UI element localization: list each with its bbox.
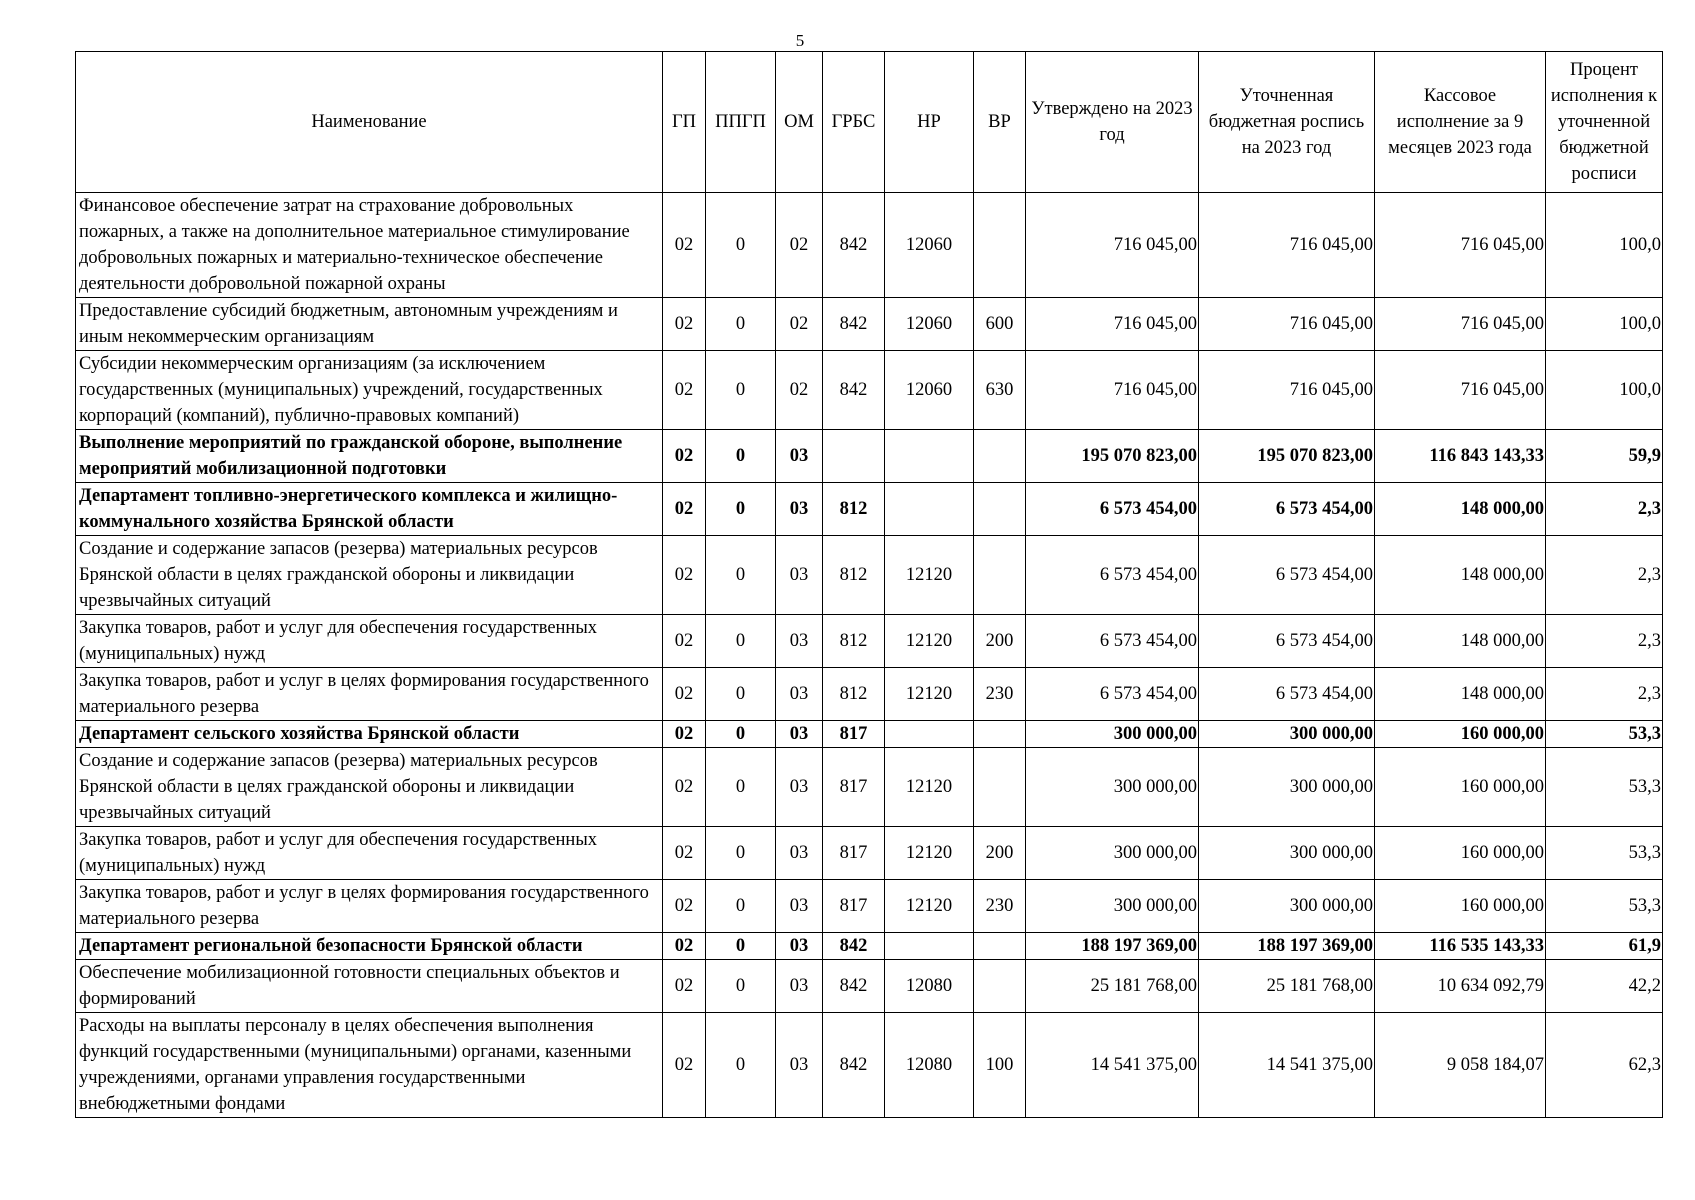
cell-grbs: 842	[823, 351, 885, 430]
table-row	[76, 721, 1663, 748]
cell-name: Выполнение мероприятий по гражданской обороне, выполнение мероприятий мобилизационной подготовки	[76, 430, 663, 483]
cell-cash: 9 058 184,07	[1375, 1013, 1546, 1118]
cell-percent: 100,0	[1546, 351, 1663, 430]
cell-cash: 160 000,00	[1375, 721, 1546, 748]
cell-nr: 12120	[885, 668, 974, 721]
cell-om: 03	[776, 615, 823, 668]
table-row	[76, 933, 1663, 960]
cell-cash: 148 000,00	[1375, 483, 1546, 536]
cell-approved: 6 573 454,00	[1026, 483, 1199, 536]
cell-nr: 12120	[885, 880, 974, 933]
cell-om: 03	[776, 536, 823, 615]
cell-approved: 6 573 454,00	[1026, 615, 1199, 668]
table-header-row	[76, 52, 1663, 193]
cell-vr	[974, 483, 1026, 536]
cell-om: 03	[776, 1013, 823, 1118]
cell-refined: 25 181 768,00	[1199, 960, 1375, 1013]
cell-name: Закупка товаров, работ и услуг для обеспечения государственных (муниципальных) нужд	[76, 615, 663, 668]
cell-refined: 6 573 454,00	[1199, 536, 1375, 615]
cell-percent: 62,3	[1546, 1013, 1663, 1118]
cell-gp: 02	[663, 483, 706, 536]
cell-approved: 188 197 369,00	[1026, 933, 1199, 960]
cell-refined: 716 045,00	[1199, 193, 1375, 298]
cell-gp: 02	[663, 193, 706, 298]
cell-approved: 6 573 454,00	[1026, 668, 1199, 721]
cell-approved: 716 045,00	[1026, 193, 1199, 298]
page-number: 5	[795, 31, 805, 50]
cell-name: Финансовое обеспечение затрат на страхование добровольных пожарных, а также на дополнительное материальное стимулирование добровольных пожарных и материально-техническое обеспечение деятельности добровольной пожарной охраны	[76, 193, 663, 298]
cell-name: Департамент сельского хозяйства Брянской области	[76, 721, 663, 748]
cell-name: Расходы на выплаты персоналу в целях обеспечения выполнения функций государственными (муниципальными) органами, казенными учреждениями, органами управления государственными внебюджетными фондами	[76, 1013, 663, 1118]
cell-vr: 630	[974, 351, 1026, 430]
cell-name: Создание и содержание запасов (резерва) материальных ресурсов Брянской области в целях гражданской обороны и ликвидации чрезвычайных ситуаций	[76, 748, 663, 827]
cell-approved: 14 541 375,00	[1026, 1013, 1199, 1118]
cell-nr	[885, 721, 974, 748]
cell-vr	[974, 193, 1026, 298]
cell-gp: 02	[663, 960, 706, 1013]
header-percent: Процент исполнения к уточненной бюджетной росписи	[1546, 52, 1663, 193]
cell-approved: 6 573 454,00	[1026, 536, 1199, 615]
header-cash: Кассовое исполнение за 9 месяцев 2023 года	[1375, 52, 1546, 193]
cell-refined: 6 573 454,00	[1199, 615, 1375, 668]
table-row	[76, 193, 1663, 298]
cell-om: 03	[776, 880, 823, 933]
cell-grbs: 842	[823, 960, 885, 1013]
budget-table	[75, 51, 1663, 1118]
cell-percent: 100,0	[1546, 193, 1663, 298]
cell-percent: 53,3	[1546, 880, 1663, 933]
cell-gp: 02	[663, 721, 706, 748]
header-name: Наименование	[76, 52, 663, 193]
cell-cash: 10 634 092,79	[1375, 960, 1546, 1013]
table-row	[76, 430, 1663, 483]
cell-cash: 716 045,00	[1375, 351, 1546, 430]
cell-ppgp: 0	[706, 721, 776, 748]
cell-vr	[974, 933, 1026, 960]
cell-approved: 300 000,00	[1026, 880, 1199, 933]
cell-ppgp: 0	[706, 933, 776, 960]
cell-cash: 716 045,00	[1375, 298, 1546, 351]
cell-name: Субсидии некоммерческим организациям (за исключением государственных (муниципальных) учреждений, государственных корпораций (компаний), публично-правовых компаний)	[76, 351, 663, 430]
cell-grbs: 812	[823, 483, 885, 536]
cell-cash: 116 843 143,33	[1375, 430, 1546, 483]
cell-om: 03	[776, 721, 823, 748]
cell-cash: 160 000,00	[1375, 880, 1546, 933]
header-refined: Уточненная бюджетная роспись на 2023 год	[1199, 52, 1375, 193]
cell-percent: 59,9	[1546, 430, 1663, 483]
table-body	[76, 193, 1663, 1118]
cell-nr: 12060	[885, 193, 974, 298]
cell-refined: 6 573 454,00	[1199, 668, 1375, 721]
table-row	[76, 483, 1663, 536]
cell-approved: 195 070 823,00	[1026, 430, 1199, 483]
cell-om: 02	[776, 298, 823, 351]
cell-vr: 230	[974, 880, 1026, 933]
cell-om: 03	[776, 933, 823, 960]
header-ppgp: ППГП	[706, 52, 776, 193]
cell-refined: 195 070 823,00	[1199, 430, 1375, 483]
header-gp: ГП	[663, 52, 706, 193]
cell-cash: 160 000,00	[1375, 748, 1546, 827]
cell-approved: 716 045,00	[1026, 298, 1199, 351]
cell-name: Обеспечение мобилизационной готовности специальных объектов и формирований	[76, 960, 663, 1013]
cell-nr: 12060	[885, 298, 974, 351]
cell-vr	[974, 748, 1026, 827]
table-row	[76, 615, 1663, 668]
cell-ppgp: 0	[706, 193, 776, 298]
cell-percent: 42,2	[1546, 960, 1663, 1013]
cell-name: Создание и содержание запасов (резерва) материальных ресурсов Брянской области в целях гражданской обороны и ликвидации чрезвычайных ситуаций	[76, 536, 663, 615]
cell-om: 03	[776, 748, 823, 827]
cell-ppgp: 0	[706, 483, 776, 536]
cell-vr	[974, 960, 1026, 1013]
cell-ppgp: 0	[706, 880, 776, 933]
cell-vr: 600	[974, 298, 1026, 351]
cell-grbs: 842	[823, 1013, 885, 1118]
cell-vr: 230	[974, 668, 1026, 721]
cell-refined: 188 197 369,00	[1199, 933, 1375, 960]
cell-grbs: 842	[823, 298, 885, 351]
cell-vr: 200	[974, 827, 1026, 880]
cell-percent: 2,3	[1546, 668, 1663, 721]
cell-ppgp: 0	[706, 615, 776, 668]
header-vr: ВР	[974, 52, 1026, 193]
cell-vr	[974, 536, 1026, 615]
cell-name: Закупка товаров, работ и услуг в целях формирования государственного материального резерва	[76, 880, 663, 933]
cell-gp: 02	[663, 933, 706, 960]
cell-grbs: 817	[823, 748, 885, 827]
table-row	[76, 536, 1663, 615]
cell-refined: 300 000,00	[1199, 748, 1375, 827]
cell-ppgp: 0	[706, 298, 776, 351]
cell-vr: 100	[974, 1013, 1026, 1118]
cell-nr: 12080	[885, 960, 974, 1013]
table-row	[76, 880, 1663, 933]
cell-refined: 300 000,00	[1199, 827, 1375, 880]
cell-ppgp: 0	[706, 668, 776, 721]
cell-om: 03	[776, 960, 823, 1013]
cell-grbs	[823, 430, 885, 483]
cell-gp: 02	[663, 298, 706, 351]
cell-percent: 61,9	[1546, 933, 1663, 960]
cell-approved: 300 000,00	[1026, 827, 1199, 880]
cell-cash: 148 000,00	[1375, 668, 1546, 721]
cell-gp: 02	[663, 880, 706, 933]
cell-percent: 2,3	[1546, 615, 1663, 668]
cell-grbs: 817	[823, 827, 885, 880]
cell-vr	[974, 721, 1026, 748]
cell-grbs: 842	[823, 933, 885, 960]
cell-refined: 300 000,00	[1199, 880, 1375, 933]
header-nr: НР	[885, 52, 974, 193]
cell-grbs: 817	[823, 721, 885, 748]
cell-cash: 148 000,00	[1375, 615, 1546, 668]
cell-ppgp: 0	[706, 960, 776, 1013]
cell-nr: 12120	[885, 615, 974, 668]
cell-approved: 716 045,00	[1026, 351, 1199, 430]
cell-cash: 716 045,00	[1375, 193, 1546, 298]
cell-gp: 02	[663, 536, 706, 615]
cell-gp: 02	[663, 748, 706, 827]
cell-nr: 12060	[885, 351, 974, 430]
table-row	[76, 748, 1663, 827]
cell-nr: 12120	[885, 827, 974, 880]
cell-om: 03	[776, 668, 823, 721]
table-row	[76, 827, 1663, 880]
cell-refined: 300 000,00	[1199, 721, 1375, 748]
cell-ppgp: 0	[706, 827, 776, 880]
table-row	[76, 668, 1663, 721]
table-row	[76, 351, 1663, 430]
cell-nr	[885, 430, 974, 483]
cell-gp: 02	[663, 615, 706, 668]
cell-grbs: 817	[823, 880, 885, 933]
cell-nr: 12080	[885, 1013, 974, 1118]
cell-om: 02	[776, 193, 823, 298]
cell-ppgp: 0	[706, 536, 776, 615]
cell-refined: 716 045,00	[1199, 298, 1375, 351]
cell-ppgp: 0	[706, 351, 776, 430]
cell-name: Закупка товаров, работ и услуг в целях формирования государственного материального резерва	[76, 668, 663, 721]
cell-vr: 200	[974, 615, 1026, 668]
cell-name: Департамент региональной безопасности Брянской области	[76, 933, 663, 960]
cell-name: Департамент топливно-энергетического комплекса и жилищно-коммунального хозяйства Брянской области	[76, 483, 663, 536]
cell-approved: 300 000,00	[1026, 721, 1199, 748]
cell-ppgp: 0	[706, 1013, 776, 1118]
cell-ppgp: 0	[706, 748, 776, 827]
cell-nr	[885, 933, 974, 960]
cell-cash: 116 535 143,33	[1375, 933, 1546, 960]
cell-refined: 6 573 454,00	[1199, 483, 1375, 536]
cell-gp: 02	[663, 827, 706, 880]
header-om: ОМ	[776, 52, 823, 193]
cell-om: 03	[776, 827, 823, 880]
cell-gp: 02	[663, 430, 706, 483]
cell-cash: 148 000,00	[1375, 536, 1546, 615]
cell-percent: 53,3	[1546, 721, 1663, 748]
cell-percent: 2,3	[1546, 483, 1663, 536]
cell-percent: 100,0	[1546, 298, 1663, 351]
cell-gp: 02	[663, 351, 706, 430]
cell-approved: 300 000,00	[1026, 748, 1199, 827]
cell-vr	[974, 430, 1026, 483]
cell-refined: 716 045,00	[1199, 351, 1375, 430]
cell-refined: 14 541 375,00	[1199, 1013, 1375, 1118]
cell-cash: 160 000,00	[1375, 827, 1546, 880]
table-row	[76, 298, 1663, 351]
cell-om: 03	[776, 483, 823, 536]
table-row	[76, 960, 1663, 1013]
cell-grbs: 812	[823, 536, 885, 615]
header-approved: Утверждено на 2023 год	[1026, 52, 1199, 193]
cell-gp: 02	[663, 668, 706, 721]
cell-approved: 25 181 768,00	[1026, 960, 1199, 1013]
cell-ppgp: 0	[706, 430, 776, 483]
cell-nr	[885, 483, 974, 536]
header-grbs: ГРБС	[823, 52, 885, 193]
cell-om: 03	[776, 430, 823, 483]
cell-gp: 02	[663, 1013, 706, 1118]
cell-grbs: 812	[823, 615, 885, 668]
cell-percent: 2,3	[1546, 536, 1663, 615]
cell-om: 02	[776, 351, 823, 430]
cell-grbs: 842	[823, 193, 885, 298]
cell-nr: 12120	[885, 748, 974, 827]
cell-percent: 53,3	[1546, 827, 1663, 880]
table-row	[76, 1013, 1663, 1118]
cell-percent: 53,3	[1546, 748, 1663, 827]
cell-grbs: 812	[823, 668, 885, 721]
cell-nr: 12120	[885, 536, 974, 615]
cell-name: Предоставление субсидий бюджетным, автономным учреждениям и иным некоммерческим организациям	[76, 298, 663, 351]
cell-name: Закупка товаров, работ и услуг для обеспечения государственных (муниципальных) нужд	[76, 827, 663, 880]
